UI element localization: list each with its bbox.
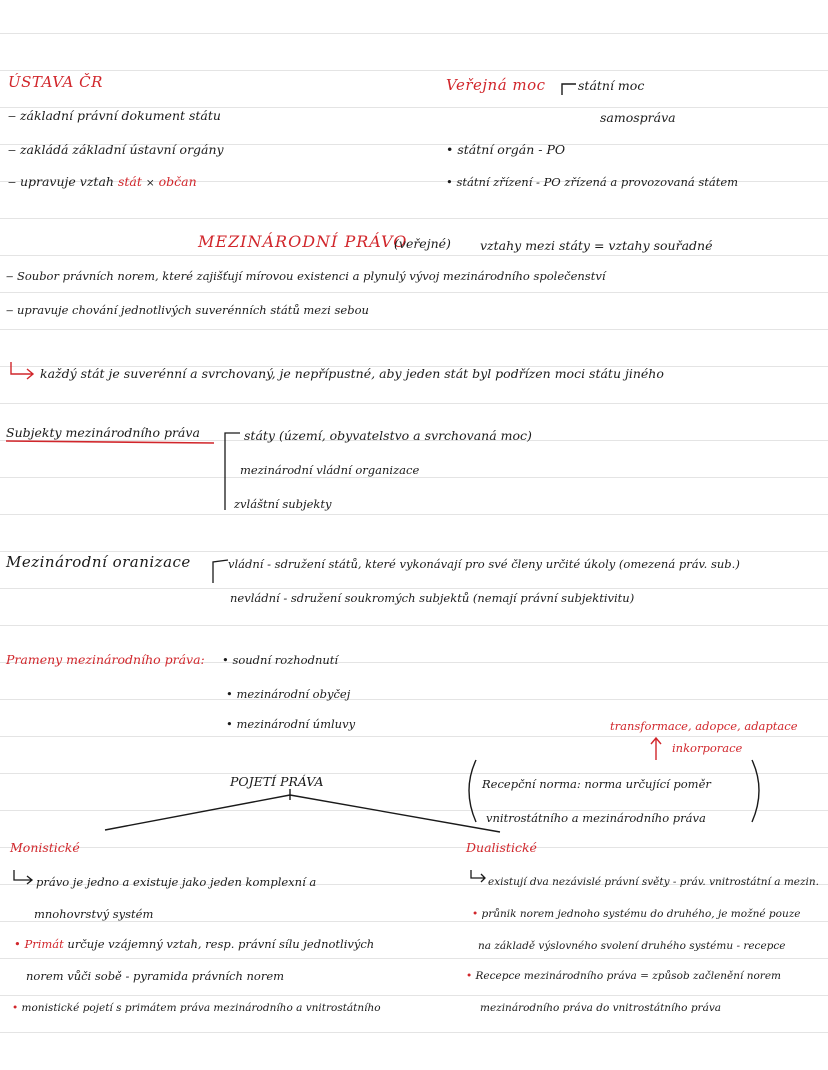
ustava-item-2-text: zakládá základní ústavní orgány	[19, 142, 224, 157]
dualist-b1-text: průnik norem jednoho systému do druhého, je možné pouze	[481, 908, 801, 920]
monist-primat-word: Primát	[24, 937, 64, 951]
orgs-item-1: vládní - sdružení států, které vykonávají pro své členy určité úkoly (omezená práv. sub.)	[228, 557, 740, 571]
subjects-heading: Subjekty mezinárodního práva	[6, 425, 200, 440]
ustava-item-1-text: základní právní dokument státu	[19, 108, 221, 123]
subjects-item-3: zvláštní subjekty	[234, 497, 332, 511]
monist-arrow-2: mnohovrstvý systém	[34, 907, 154, 921]
monist-arrow-1: právo je jedno a existuje jako jeden komplexní a	[36, 875, 317, 889]
monist-last: • monistické pojetí s primátem práva mezinárodního a vnitrostátního	[12, 1002, 381, 1014]
sources-item-1: • soudní rozhodnutí	[222, 653, 339, 667]
mp-title-suffix: (veřejné)	[394, 236, 451, 251]
dualist-b1: • průnik norem jednoho systému do druhého, je možné pouze	[472, 908, 801, 920]
transform-note: transformace, adopce, adaptace	[610, 719, 798, 733]
monist-primat-rest: určuje vzájemný vztah, resp. právní sílu jednotlivých	[67, 937, 375, 951]
ustava-title: ÚSTAVA ČR	[8, 73, 103, 91]
verejna-moc-branch-1: státní moc	[578, 78, 645, 93]
sources-item-2: • mezinárodní obyčej	[226, 687, 351, 701]
monist-heading: Monistické	[10, 840, 80, 855]
ustava-item-2: ‒ zakládá základní ústavní orgány	[8, 142, 224, 157]
verejna-moc-bullet-2: • státní zřízení - PO zřízená a provozovaná státem	[446, 175, 739, 189]
mp-relation: vztahy mezi státy = vztahy souřadné	[480, 238, 713, 253]
mp-arrow-line: každý stát je suverénní a svrchovaný, je nepřípustné, aby jeden stát byl podřízen moci státu jiného	[40, 366, 664, 381]
sources-item-2-text: mezinárodní obyčej	[236, 687, 351, 701]
verejna-moc-title: Veřejná moc	[446, 76, 546, 94]
orgs-heading: Mezinárodní oranizace	[6, 553, 191, 571]
sources-item-1-text: soudní rozhodnutí	[232, 653, 339, 667]
mp-line-1: ‒ Soubor právních norem, které zajišťují mírovou existenci a plynulý vývoj mezinárodního společenství	[6, 269, 606, 283]
sources-item-3-text: mezinárodní úmluvy	[236, 717, 356, 731]
verejna-moc-bullet-1-text: státní orgán - PO	[457, 142, 566, 157]
dualist-b1-cont: na základě výslovného svolení druhého systému - recepce	[478, 940, 786, 952]
monist-primat: • Primát určuje vzájemný vztah, resp. právní sílu jednotlivých	[14, 937, 375, 951]
subjects-item-2: mezinárodní vládní organizace	[240, 463, 420, 477]
mp-title: MEZINÁRODNÍ PRÁVO	[198, 232, 408, 251]
subjects-item-1: státy (území, obyvatelstvo a svrchovaná moc)	[244, 428, 532, 443]
verejna-moc-bullet-1: • státní orgán - PO	[446, 142, 566, 157]
ustava-item-3-prefix: upravuje vztah	[19, 174, 114, 189]
inkorporace-note: inkorporace	[672, 741, 743, 755]
sources-heading: Prameny mezinárodního práva:	[6, 652, 205, 667]
dualist-arrow-1: existují dva nezávislé právní světy - práv. vnitrostátní a mezin.	[488, 876, 820, 888]
ustava-item-3-obcan: občan	[158, 174, 197, 189]
dualist-b2-cont: mezinárodního práva do vnitrostátního práva	[480, 1002, 722, 1014]
ustava-item-3-stat: stát	[117, 174, 142, 189]
ustava-item-3: ‒ upravuje vztah stát × občan	[8, 174, 197, 189]
sources-item-3: • mezinárodní úmluvy	[226, 717, 356, 731]
ustava-item-1: ‒ základní právní dokument státu	[8, 108, 221, 123]
recepcni-line-1: Recepční norma: norma určující poměr	[482, 777, 711, 791]
mp-line-2-text: upravuje chování jednotlivých suverénních států mezi sebou	[16, 303, 369, 317]
pojeti-title: POJETÍ PRÁVA	[230, 774, 324, 789]
monist-primat-cont: norem vůči sobě - pyramida právních norem	[26, 969, 285, 983]
recepcni-line-2: vnitrostátního a mezinárodního práva	[486, 811, 706, 825]
dualist-heading: Dualistické	[466, 840, 537, 855]
dualist-b2-text: Recepce mezinárodního práva = způsob začlenění norem	[475, 970, 781, 982]
monist-last-text: monistické pojetí s primátem práva mezinárodního a vnitrostátního	[21, 1002, 381, 1014]
dualist-b2: • Recepce mezinárodního práva = způsob začlenění norem	[466, 970, 781, 982]
mp-line-1-text: Soubor právních norem, které zajišťují mírovou existenci a plynulý vývoj mezinárodního společenství	[16, 269, 606, 283]
verejna-moc-branch-2: samospráva	[600, 110, 676, 125]
ustava-item-3-x: ×	[145, 177, 155, 189]
mp-line-2: ‒ upravuje chování jednotlivých suverénních států mezi sebou	[6, 303, 369, 317]
orgs-item-2: nevládní - sdružení soukromých subjektů (nemají právní subjektivitu)	[230, 591, 635, 605]
verejna-moc-bullet-2-text: státní zřízení - PO zřízená a provozovaná státem	[456, 175, 739, 189]
